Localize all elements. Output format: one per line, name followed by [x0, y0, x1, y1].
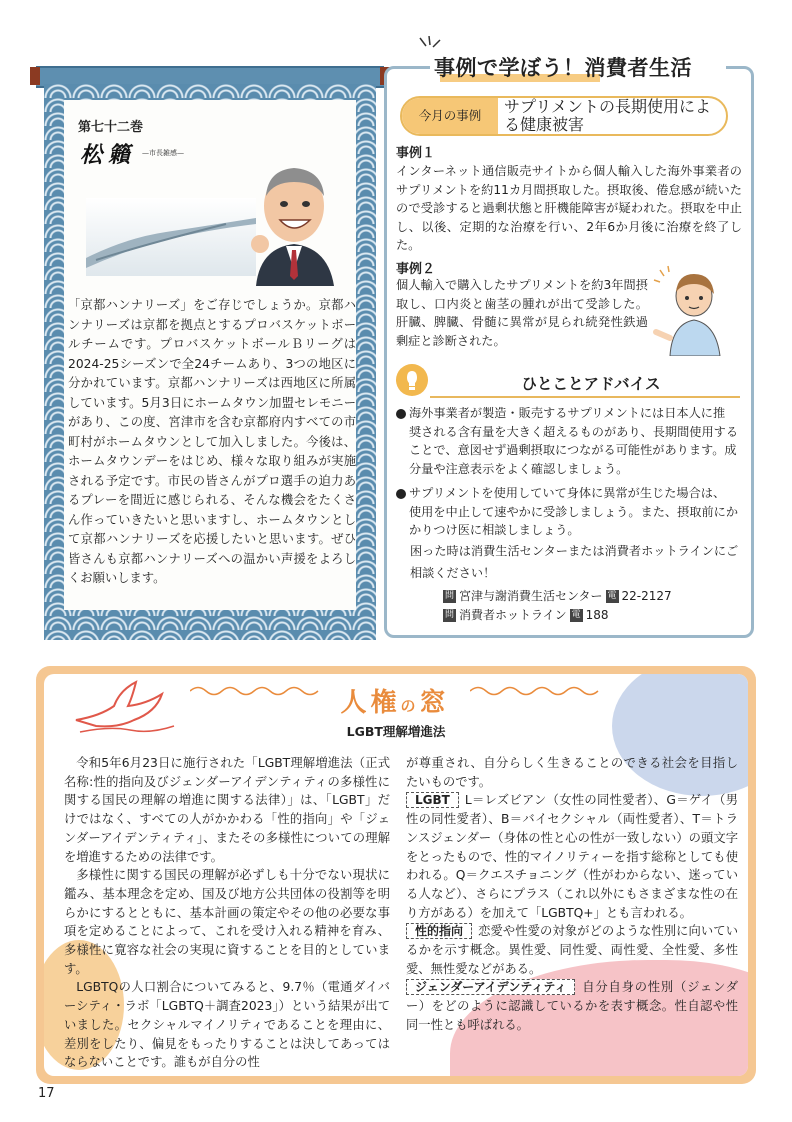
- title-char-no: の: [400, 697, 420, 715]
- contact-center-name: 宮津与謝消費生活センター: [459, 589, 603, 603]
- title-char-2: 権: [370, 688, 401, 718]
- advice-bullet-2: [396, 484, 742, 540]
- column-subtitle: —市長雑感—: [142, 149, 184, 157]
- human-rights-title: [300, 682, 490, 719]
- lightbulb-icon: [396, 364, 428, 396]
- term-gender-identity-text: 自分自身の性別（ジェンダー）をどのように認識しているかを表す概念。性自認や性同一性とも呼ばれる。: [406, 980, 738, 1032]
- title-char-1: 人: [340, 688, 371, 718]
- contact-center: [440, 587, 672, 604]
- consumer-heading: 事例で学ぼう！消費者生活: [434, 56, 692, 80]
- hr-paragraph-2: 多様性に関する国民の理解が必ずしも十分でない現状に鑑み、基本理念を定め、国及び地方公共団体の役割等を明らかにするとともに、基本計画の策定やその他の必要な事項を定めることによって、これを受け入れる精神を育み、多様性に寛容な社会の実現に資することを目的としています。: [64, 868, 390, 976]
- inquiry-icon: 問: [444, 610, 454, 620]
- page-number: 17: [38, 1086, 55, 1101]
- dove-icon: [70, 676, 180, 736]
- mayor-caricature: [246, 152, 342, 286]
- advice-bullet-1: [396, 404, 742, 478]
- advice-underline: [430, 396, 740, 398]
- boy-illustration: [652, 262, 736, 356]
- advice2-rest: 使用を中止して速やかに受診しましょう。また、摂取前にかかりつけ医に相談しましょう。: [409, 504, 739, 537]
- hr-paragraph-1: 令和5年6月23日に施行された「LGBT理解増進法（正式名称:性的指向及びジェンダーアイデンティティの多様性に関する国民の理解の増進に関する法律）」は、「LGBT」だけではなく、すべての人がかかわる「性的指向」や「ジェンダーアイデンティティ」、またその多様性についての理解を増進するための法律です。: [64, 756, 390, 864]
- case2-heading: 事例２: [396, 262, 436, 277]
- case1-heading: 事例１: [396, 146, 436, 161]
- glossary-lgbt: [406, 791, 738, 922]
- help-text: 困った時は消費生活センターまたは消費者ホットラインにご相談ください！: [410, 544, 739, 580]
- contact-hotline-tel: 188: [585, 608, 609, 622]
- inquiry-icon: 問: [444, 591, 454, 601]
- advice1-rest: 奨される含有量を大きく超えるものがあり、長期間使用することで、意図せず過剰摂取につながる可能性があります。成分量や注意表示をよく確認しましょう。: [409, 424, 739, 476]
- term-sexual-orientation: 性的指向: [406, 923, 472, 939]
- amanohashidate-illustration: [86, 198, 256, 276]
- glossary-gender-identity: [406, 978, 738, 1034]
- contact-center-tel: 22-2127: [621, 589, 672, 603]
- hr-paragraph-4: が尊重され、自分らしく生きることのできる社会を目指したいものです。: [406, 756, 738, 789]
- case2-text: 個人輸入で購入したサプリメントを約3年間摂取し、口内炎と歯茎の腫れが出て受診した。肝臓、脾臓、骨髄に異常が見られ続発性鉄過剰症と診断された。: [396, 278, 648, 348]
- column-volume: 第七十二巻: [78, 120, 144, 135]
- contact-hotline-name: 消費者ホットライン: [459, 608, 567, 622]
- bullet-dot: [396, 489, 406, 499]
- title-char-3: 窓: [419, 688, 450, 718]
- phone-icon: 電: [607, 591, 617, 601]
- advice-title: ひとことアドバイス: [521, 375, 661, 393]
- advice1-first-line: 海外事業者が製造・販売するサプリメントには日本人に推: [409, 406, 726, 420]
- term-lgbt-text: L＝レズビアン（女性の同性愛者）、G＝ゲイ（男性の同性愛者）、B＝バイセクシャル（両性愛者）、T＝トランスジェンダー（身体の性と心の性が一致しない）の頭文字をとったもので、性的マイノリティーを指す総称としても使われる。Q＝クエスチョニング（性がわからない、迷っている人など）、さらにプラス（これ以外にもさまざまな性の在り方がある）を加えて「LGBTQ+」とも言われる。: [406, 793, 738, 920]
- sparkle-icon: [416, 36, 442, 56]
- human-rights-subtitle: LGBT理解増進法: [346, 724, 446, 739]
- column-body: 「京都ハンナリーズ」をご存じでしょうか。京都ハンナリーズは京都を拠点とするプロバスケットボールチームです。プロバスケットボールＢリーグは2024-25シーズンで全24チームあり、3つの地区に分かれています。京都ハンナリーズは西地区に所属しています。5月3日にホームタウン加盟セレモニーがあり、この度、宮津市を含む京都府内すべての市町村がホームタウンとして加入しました。今後は、ホームタウンデーをはじめ、様々な取り組みが実施される予定です。市民の皆さんがプロ選手の迫力あるプレーを間近に感じられる、そんな機会をたくさん作っていきたいと思いますし、ホームタウンとして京都ハンナリーズを応援したいと思います。ぜひ皆さんも京都ハンナリーズへの温かい声援をよろしくお願いします。: [68, 298, 356, 585]
- human-rights-right-column: [406, 754, 738, 1035]
- contact-hotline: [440, 606, 609, 623]
- case1-text: インターネット通信販売サイトから個人輸入した海外事業者のサプリメントを約11カ月間摂取した。摂取後、倦怠感が続いたので受診すると過剰状態と肝機能障害が疑われた。摂取を中止し、以後、定期的な治療を行い、2年6か月後に治療を終了した。: [396, 164, 742, 252]
- case-tag: 今月の事例: [402, 98, 498, 134]
- term-sexual-orientation-text: 恋愛や性愛の対象がどのような性別に向いているかを示す概念。異性愛、同性愛、両性愛、全性愛、多性愛、無性愛などがある。: [406, 924, 738, 976]
- glossary-sexual-orientation: [406, 922, 738, 978]
- human-rights-left-column: [64, 754, 390, 1072]
- term-gender-identity: ジェンダーアイデンティティ: [406, 979, 575, 995]
- hr-paragraph-3: LGBTQの人口割合についてみると、9.7％（電通ダイバーシティ・ラボ「LGBTQ＋調査2023」）という結果が出ていました。セクシャルマイノリティであることを理由に、差別をしたり、偏見をもったりすることは決してあってはならないことです。誰もが自分の性: [64, 980, 390, 1070]
- column-title: 松籟: [80, 142, 137, 168]
- phone-icon: 電: [571, 610, 581, 620]
- case-title: サプリメントの長期使用による健康被害: [504, 97, 712, 134]
- term-lgbt: LGBT: [406, 792, 459, 808]
- bullet-dot: [396, 409, 406, 419]
- advice2-first-line: サプリメントを使用していて身体に異常が生じた場合は、: [409, 486, 726, 500]
